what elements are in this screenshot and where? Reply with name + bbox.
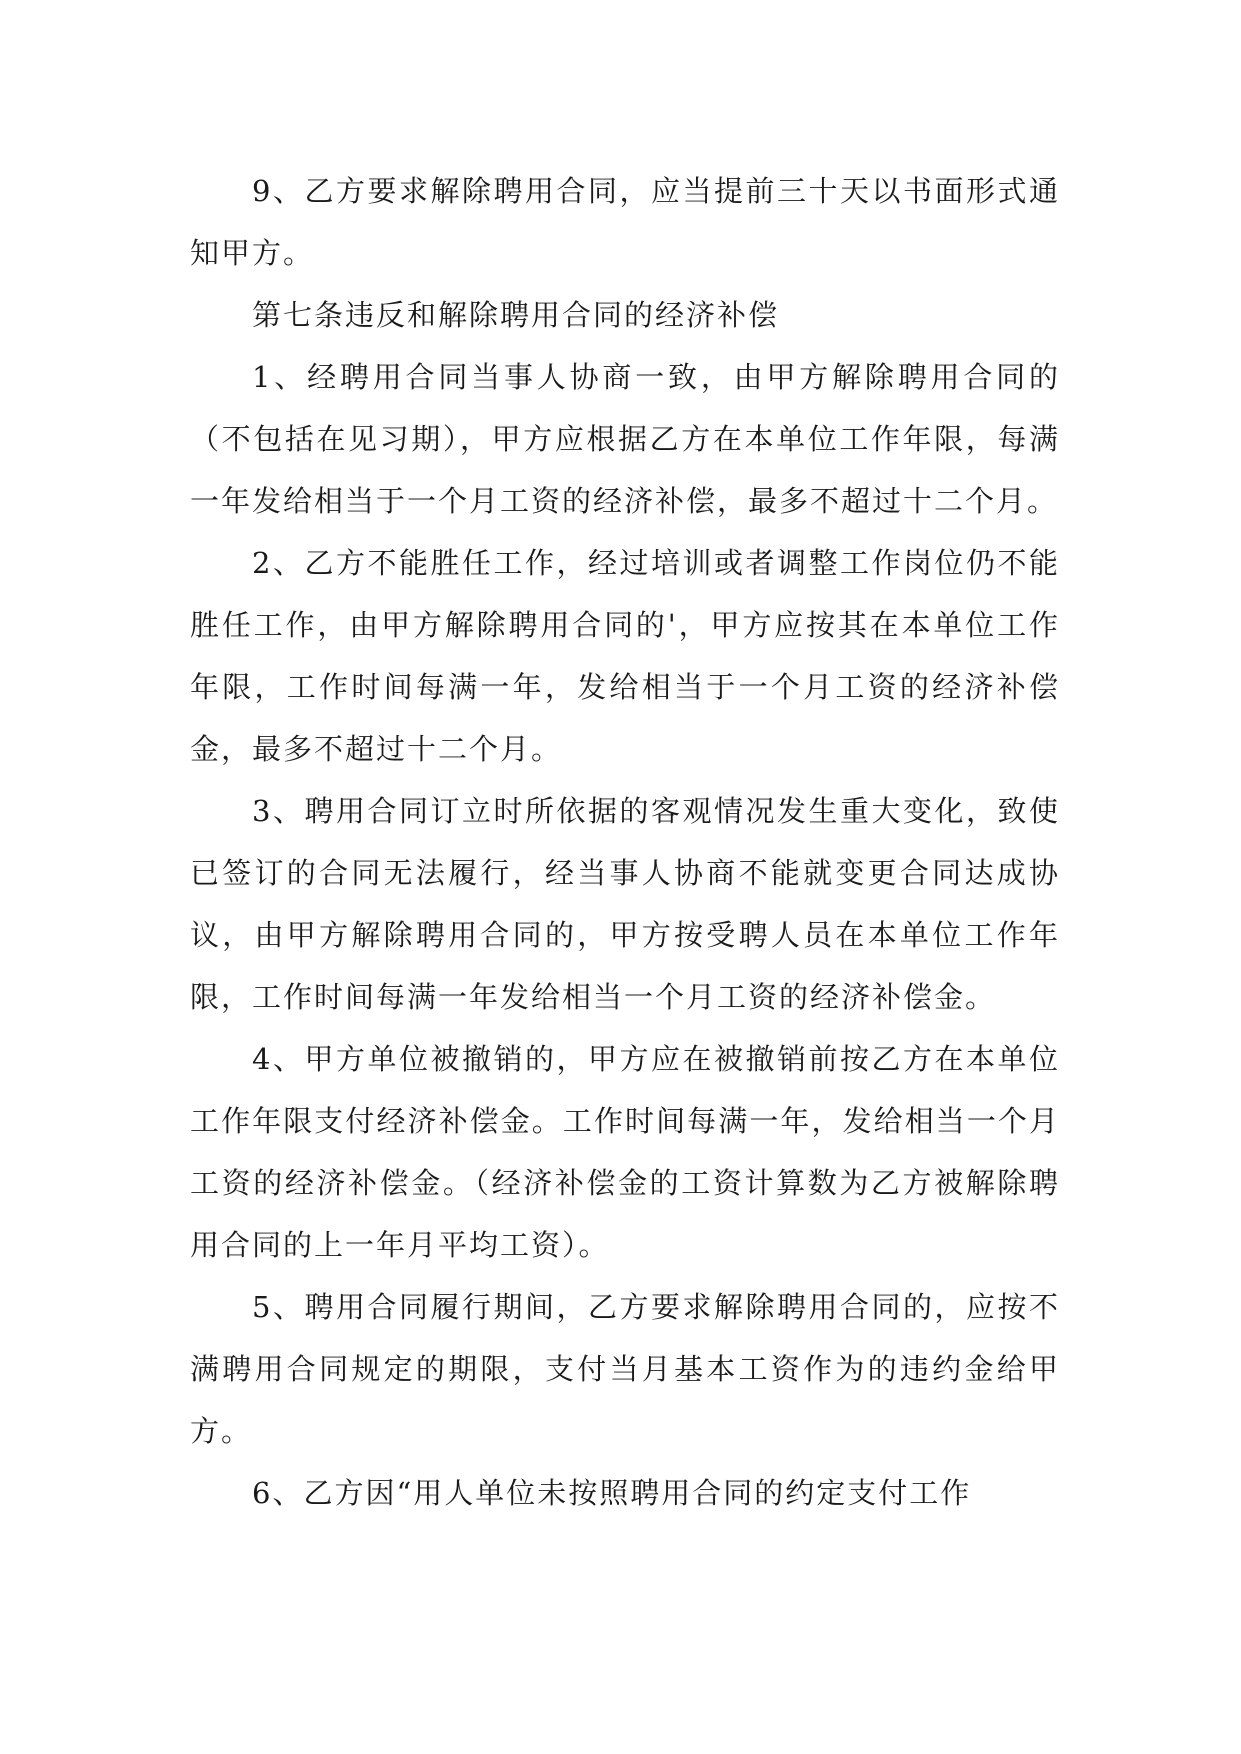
document-body: [190, 160, 1060, 1524]
paragraph-item-2: 2、乙方不能胜任工作，经过培训或者调整工作岗位仍不能胜任工作，由甲方解除聘用合同的'，甲方应按其在本单位工作年限，工作时间每满一年，发给相当于一个月工资的经济补偿金，最多不超过十二个月。: [190, 546, 1060, 766]
paragraph-item-1: 1、经聘用合同当事人协商一致，由甲方解除聘用合同的（不包括在见习期），甲方应根据乙方在本单位工作年限，每满一年发给相当于一个月工资的经济补偿，最多不超过十二个月。: [190, 360, 1060, 518]
paragraph-item-5: 5、聘用合同履行期间，乙方要求解除聘用合同的，应按不满聘用合同规定的期限，支付当月基本工资作为的违约金给甲方。: [190, 1290, 1060, 1448]
paragraph-clause-9: 9、乙方要求解除聘用合同，应当提前三十天以书面形式通知甲方。: [190, 174, 1060, 270]
article-7-heading: 第七条违反和解除聘用合同的经济补偿: [252, 298, 780, 332]
paragraph-item-4: 4、甲方单位被撤销的，甲方应在被撤销前按乙方在本单位工作年限支付经济补偿金。工作时间每满一年，发给相当一个月工资的经济补偿金。（经济补偿金的工资计算数为乙方被解除聘用合同的上一年月平均工资）。: [190, 1042, 1060, 1262]
paragraph-item-6: 6、乙方因“用人单位未按照聘用合同的约定支付工作: [252, 1476, 972, 1510]
paragraph-item-3: 3、聘用合同订立时所依据的客观情况发生重大变化，致使已签订的合同无法履行，经当事人协商不能就变更合同达成协议，由甲方解除聘用合同的，甲方按受聘人员在本单位工作年限，工作时间每满一年发给相当一个月工资的经济补偿金。: [190, 794, 1060, 1014]
